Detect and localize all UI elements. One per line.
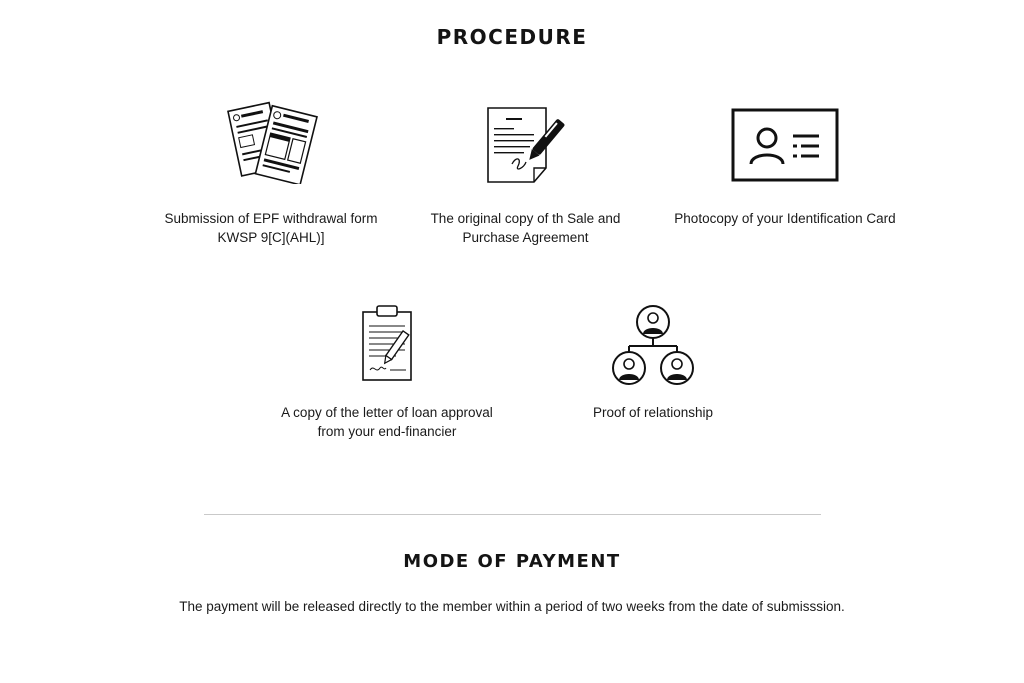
procedure-step-loan-approval-letter bbox=[270, 300, 504, 445]
clipboard-icon bbox=[360, 304, 414, 384]
id-card-icon bbox=[731, 108, 839, 182]
family-tree-icon bbox=[609, 304, 697, 386]
procedure-step-sale-purchase-agreement bbox=[402, 100, 649, 250]
section-divider bbox=[204, 514, 821, 515]
signed-document-icon bbox=[484, 106, 568, 184]
procedure-step-proof-of-relationship bbox=[560, 300, 746, 445]
procedure-step-epf-form bbox=[158, 100, 384, 250]
procedure-step-label: A copy of the letter of loan approval from your end-financier bbox=[281, 405, 493, 439]
payment-description: The payment will be released directly to the member within a period of two weeks from the date of submisssion. bbox=[179, 599, 845, 614]
procedure-title: PROCEDURE bbox=[436, 25, 588, 49]
mode-of-payment-title: MODE OF PAYMENT bbox=[403, 551, 621, 572]
procedure-step-label: The original copy of th Sale and Purchase Agreement bbox=[430, 211, 621, 245]
forms-icon bbox=[223, 100, 319, 184]
procedure-step-label: Submission of EPF withdrawal form KWSP 9[C](AHL)] bbox=[164, 211, 378, 245]
procedure-step-label: Photocopy of your Identification Card bbox=[674, 211, 896, 226]
procedure-step-identification-card bbox=[672, 100, 898, 250]
procedure-step-label: Proof of relationship bbox=[592, 405, 714, 420]
